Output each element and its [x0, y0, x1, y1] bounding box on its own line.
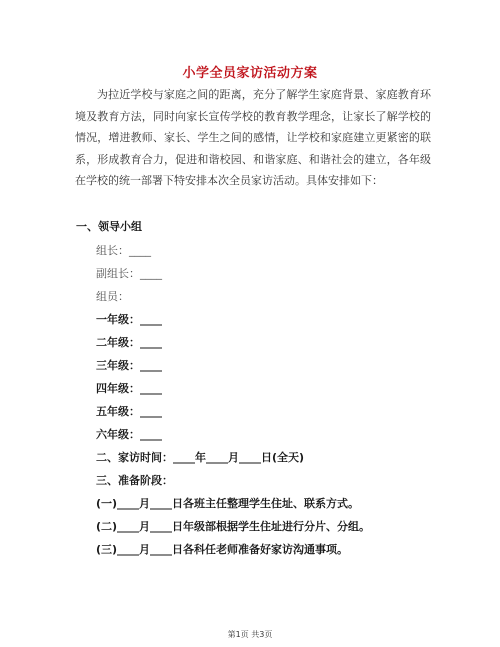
section-preparation-heading: 三、准备阶段： — [96, 474, 173, 487]
grade1-line: 一年级：____ — [96, 313, 162, 326]
grade2-line: 二年级：____ — [96, 336, 162, 349]
vice-leader-line: 副组长：____ — [96, 267, 162, 280]
section-leadership-heading: 一、领导小组 — [76, 220, 142, 233]
visit-time-line: 二、家访时间：____年____月____日(全天) — [96, 451, 305, 464]
leader-line: 组长：____ — [96, 244, 151, 257]
prep-step-1: (一)____月____日各班主任整理学生住址、联系方式。 — [96, 497, 360, 510]
grade5-line: 五年级：____ — [96, 405, 162, 418]
page-footer: 第1页 共3页 — [227, 630, 273, 639]
grade3-line: 三年级：____ — [96, 359, 162, 372]
grade4-line: 四年级：____ — [96, 382, 162, 395]
prep-step-2: (二)____月____日年级部根据学生住址进行分片、分组。 — [96, 520, 371, 533]
grade6-line: 六年级：____ — [96, 428, 162, 441]
document-title: 小学全员家访活动方案 — [182, 66, 318, 81]
intro-paragraph: 为拉近学校与家庭之间的距离，充分了解学生家庭背景、家庭教育环境及教育方法，同时向家长宣传学校的教育教学理念，让家长了解学校的情况，增进教师、家长、学生之间的感情，让学校和家庭建立更紧密的联系，形成教育合力，促进和谐校园、和谐家庭、和谐社会的建立，各年级在学校的统一部署下特安排本次全员家访活动。具体安排如下： — [75, 88, 431, 188]
members-line: 组员： — [96, 290, 129, 303]
prep-step-3: (三)____月____日各科任老师准备好家访沟通事项。 — [96, 543, 349, 556]
